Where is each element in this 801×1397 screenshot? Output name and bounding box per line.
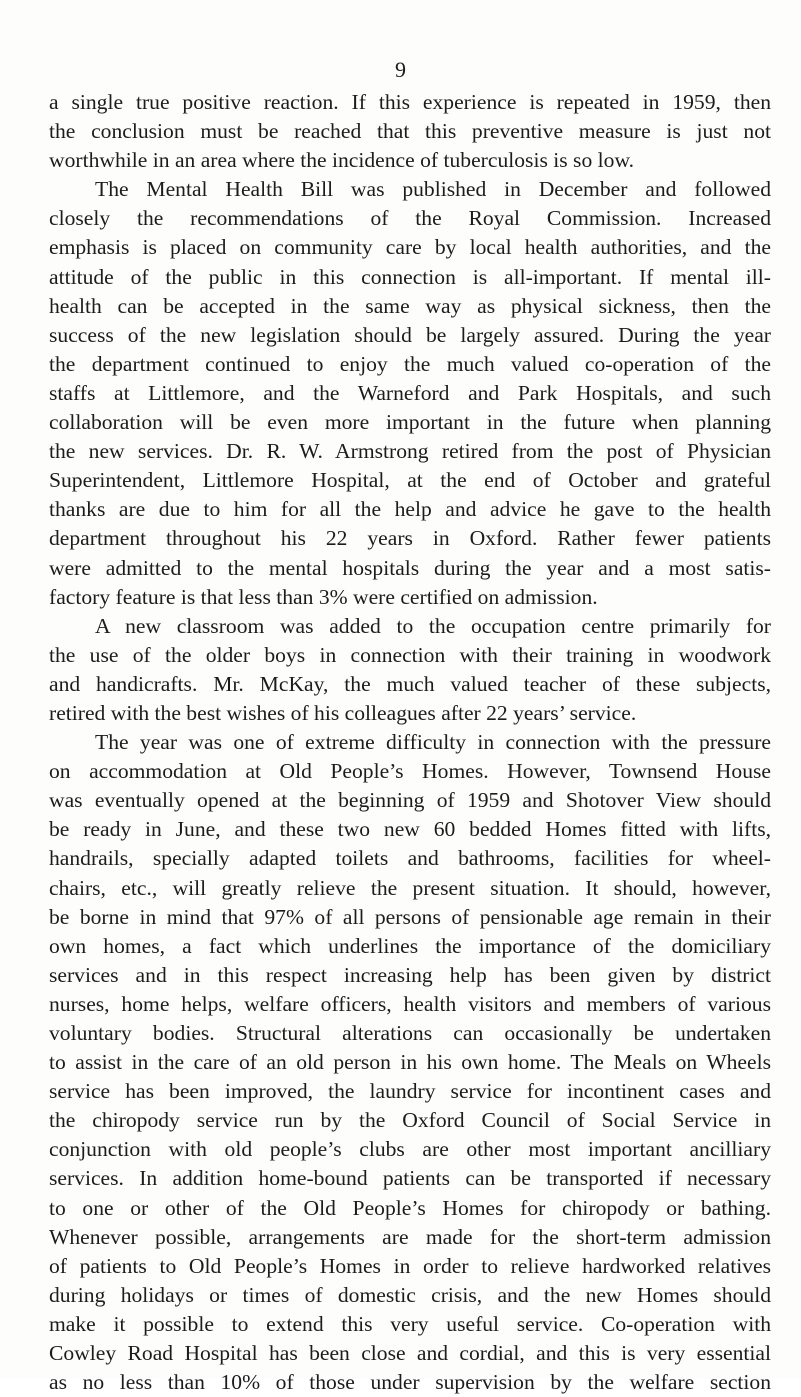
text-line: worthwhile in an area where the incidence of tuberculosis is so low. <box>49 148 635 173</box>
text-line: retired with the best wishes of his colleagues after 22 years’ service. <box>49 700 637 725</box>
text-line: nurses, home helps, welfare officers, health visitors and members of various <box>49 991 771 1016</box>
text-line: on accommodation at Old People’s Homes. However, Townsend House <box>49 759 771 784</box>
text-line: the chiropody service run by the Oxford Council of Social Service in <box>49 1108 771 1133</box>
text-line: factory feature is that less than 3% were certified on admission. <box>49 584 598 609</box>
paragraph-p3 <box>49 612 771 728</box>
text-line: was eventually opened at the beginning of 1959 and Shotover View should <box>49 788 771 813</box>
text-line: success of the new legislation should be largely assured. During the year <box>49 322 771 347</box>
text-line: a single true positive reaction. If this experience is repeated in 1959, then <box>49 90 771 114</box>
text-line: the new services. Dr. R. W. Armstrong retired from the post of Physician <box>49 439 771 464</box>
text-line: A new classroom was added to the occupation centre primarily for <box>95 613 771 638</box>
text-line: be ready in June, and these two new 60 bedded Homes fitted with lifts, <box>49 817 771 842</box>
text-line: and handicrafts. Mr. McKay, the much valued teacher of these subjects, <box>49 671 771 696</box>
text-line: to assist in the care of an old person in his own home. The Meals on Wheels <box>49 1050 771 1075</box>
text-line: Superintendent, Littlemore Hospital, at the end of October and grateful <box>49 468 771 493</box>
text-line: to one or other of the Old People’s Homes for chiropody or bathing. <box>49 1195 771 1220</box>
text-line: as no less than 10% of those under supervision by the welfare section <box>49 1370 771 1395</box>
text-line: services and in this respect increasing help has been given by district <box>49 962 771 987</box>
text-line: thanks are due to him for all the help and advice he gave to the health <box>49 497 771 522</box>
text-line: were admitted to the mental hospitals during the year and a most satis- <box>49 555 771 580</box>
paragraph-p2 <box>49 175 771 611</box>
paragraph-p1 <box>49 88 771 175</box>
text-line: services. In addition home-bound patients can be transported if necessary <box>49 1166 771 1191</box>
text-line: The year was one of extreme difficulty in connection with the pressure <box>95 730 771 755</box>
text-line: the department continued to enjoy the much valued co-operation of the <box>49 351 771 376</box>
text-line: collaboration will be even more important in the future when planning <box>49 410 771 435</box>
text-line: Whenever possible, arrangements are made for the short-term admission <box>49 1224 771 1249</box>
text-line: voluntary bodies. Structural alterations can occasionally be undertaken <box>49 1021 771 1045</box>
text-line: health can be accepted in the same way as physical sickness, then the <box>49 293 771 318</box>
text-line: of patients to Old People’s Homes in order to relieve hardworked relatives <box>49 1253 771 1278</box>
text-line: department throughout his 22 years in Oxford. Rather fewer patients <box>49 526 771 551</box>
text-line: conjunction with old people’s clubs are other most important ancilliary <box>49 1137 771 1162</box>
text-line: the conclusion must be reached that this preventive measure is just not <box>49 119 771 144</box>
text-line: staffs at Littlemore, and the Warneford and Park Hospitals, and such <box>49 380 771 405</box>
text-line: The Mental Health Bill was published in December and followed <box>95 177 771 202</box>
text-line: service has been improved, the laundry service for incontinent cases and <box>49 1079 771 1104</box>
text-line: Cowley Road Hospital has been close and cordial, and this is very essential <box>49 1341 771 1366</box>
page-number: 9 <box>395 57 406 82</box>
text-line: chairs, etc., will greatly relieve the present situation. It should, however, <box>49 875 771 900</box>
text-line: attitude of the public in this connection is all-important. If mental ill- <box>49 264 771 289</box>
text-line: make it possible to extend this very useful service. Co-operation with <box>49 1311 771 1336</box>
paragraph-p4 <box>49 728 771 1397</box>
text-line: the use of the older boys in connection with their training in woodwork <box>49 642 771 667</box>
text-line: handrails, specially adapted toilets and bathrooms, facilities for wheel- <box>49 846 771 871</box>
body-text <box>49 88 771 1397</box>
text-line: own homes, a fact which underlines the importance of the domiciliary <box>49 933 771 958</box>
text-line: during holidays or times of domestic crisis, and the new Homes should <box>49 1282 771 1307</box>
text-line: be borne in mind that 97% of all persons of pensionable age remain in their <box>49 904 771 929</box>
text-line: emphasis is placed on community care by local health authorities, and the <box>49 235 771 260</box>
text-line: closely the recommendations of the Royal Commission. Increased <box>49 206 771 231</box>
